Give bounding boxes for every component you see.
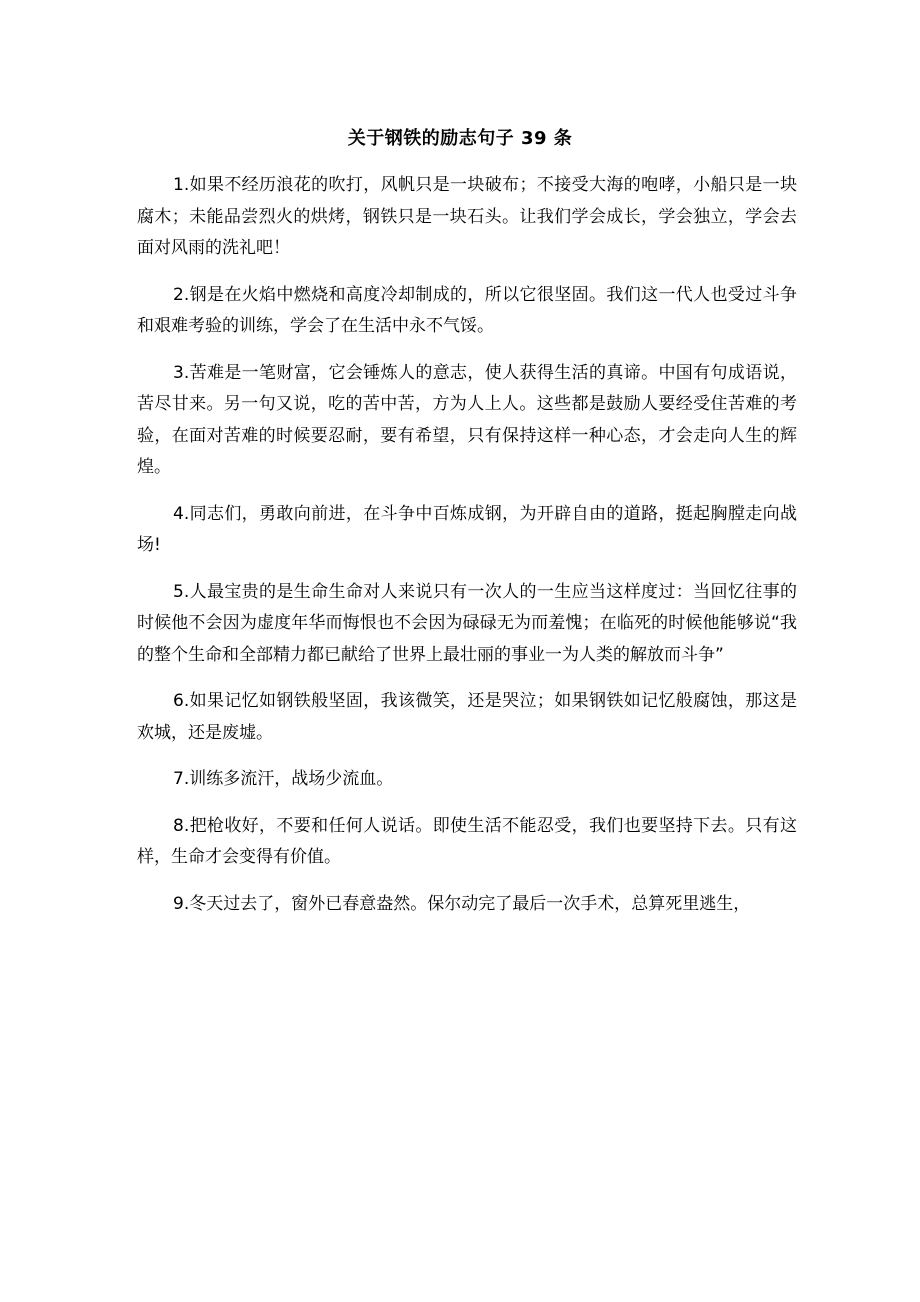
document-body bbox=[137, 170, 797, 935]
paragraph-9: 9.冬天过去了，窗外已春意盎然。保尔动完了最后一次手术，总算死里逃生， bbox=[173, 893, 751, 914]
paragraph-8: 8.把枪收好，不要和任何人说话。即使生活不能忍受，我们也要坚持下去。只有这样，生命才会变得有价值。 bbox=[137, 815, 797, 867]
paragraph-3: 3.苦难是一笔财富，它会锤炼人的意志，使人获得生活的真谛。中国有句成语说，苦尽甘来。另一句又说，吃的苦中苦，方为人上人。这些都是鼓励人要经受住苦难的考验，在面对苦难的时候要忍耐，要有希望，只有保持这样一种心态，才会走向人生的辉煌。 bbox=[137, 362, 797, 477]
paragraph-6: 6.如果记忆如钢铁般坚固，我该微笑，还是哭泣；如果钢铁如记忆般腐蚀，那这是欢城，还是废墟。 bbox=[137, 691, 797, 743]
paragraph-1: 1.如果不经历浪花的吹打，风帆只是一块破布；不接受大海的咆哮，小船只是一块腐木；未能品尝烈火的烘烤，钢铁只是一块石头。让我们学会成长，学会独立，学会去面对风雨的洗礼吧！ bbox=[137, 175, 797, 258]
paragraph-4: 4.同志们，勇敢向前进，在斗争中百炼成钢，为开辟自由的道路，挺起胸膛走向战场! bbox=[137, 503, 797, 555]
paragraph-2: 2.钢是在火焰中燃烧和高度冷却制成的，所以它很坚固。我们这一代人也受过斗争和艰难考验的训练，学会了在生活中永不气馁。 bbox=[137, 284, 797, 336]
paragraph-7: 7.训练多流汗，战场少流血。 bbox=[173, 769, 394, 789]
paragraph-5: 5.人最宝贵的是生命生命对人来说只有一次人的一生应当这样度过：当回忆往事的时候他不会因为虚度年华而悔恨也不会因为碌碌无为而羞愧；在临死的时候他能够说“我的整个生命和全部精力都已献给了世界上最壮丽的事业一为人类的解放而斗争” bbox=[137, 581, 797, 665]
document-title: 关于钢铁的励志句子 39 条 bbox=[347, 128, 573, 149]
